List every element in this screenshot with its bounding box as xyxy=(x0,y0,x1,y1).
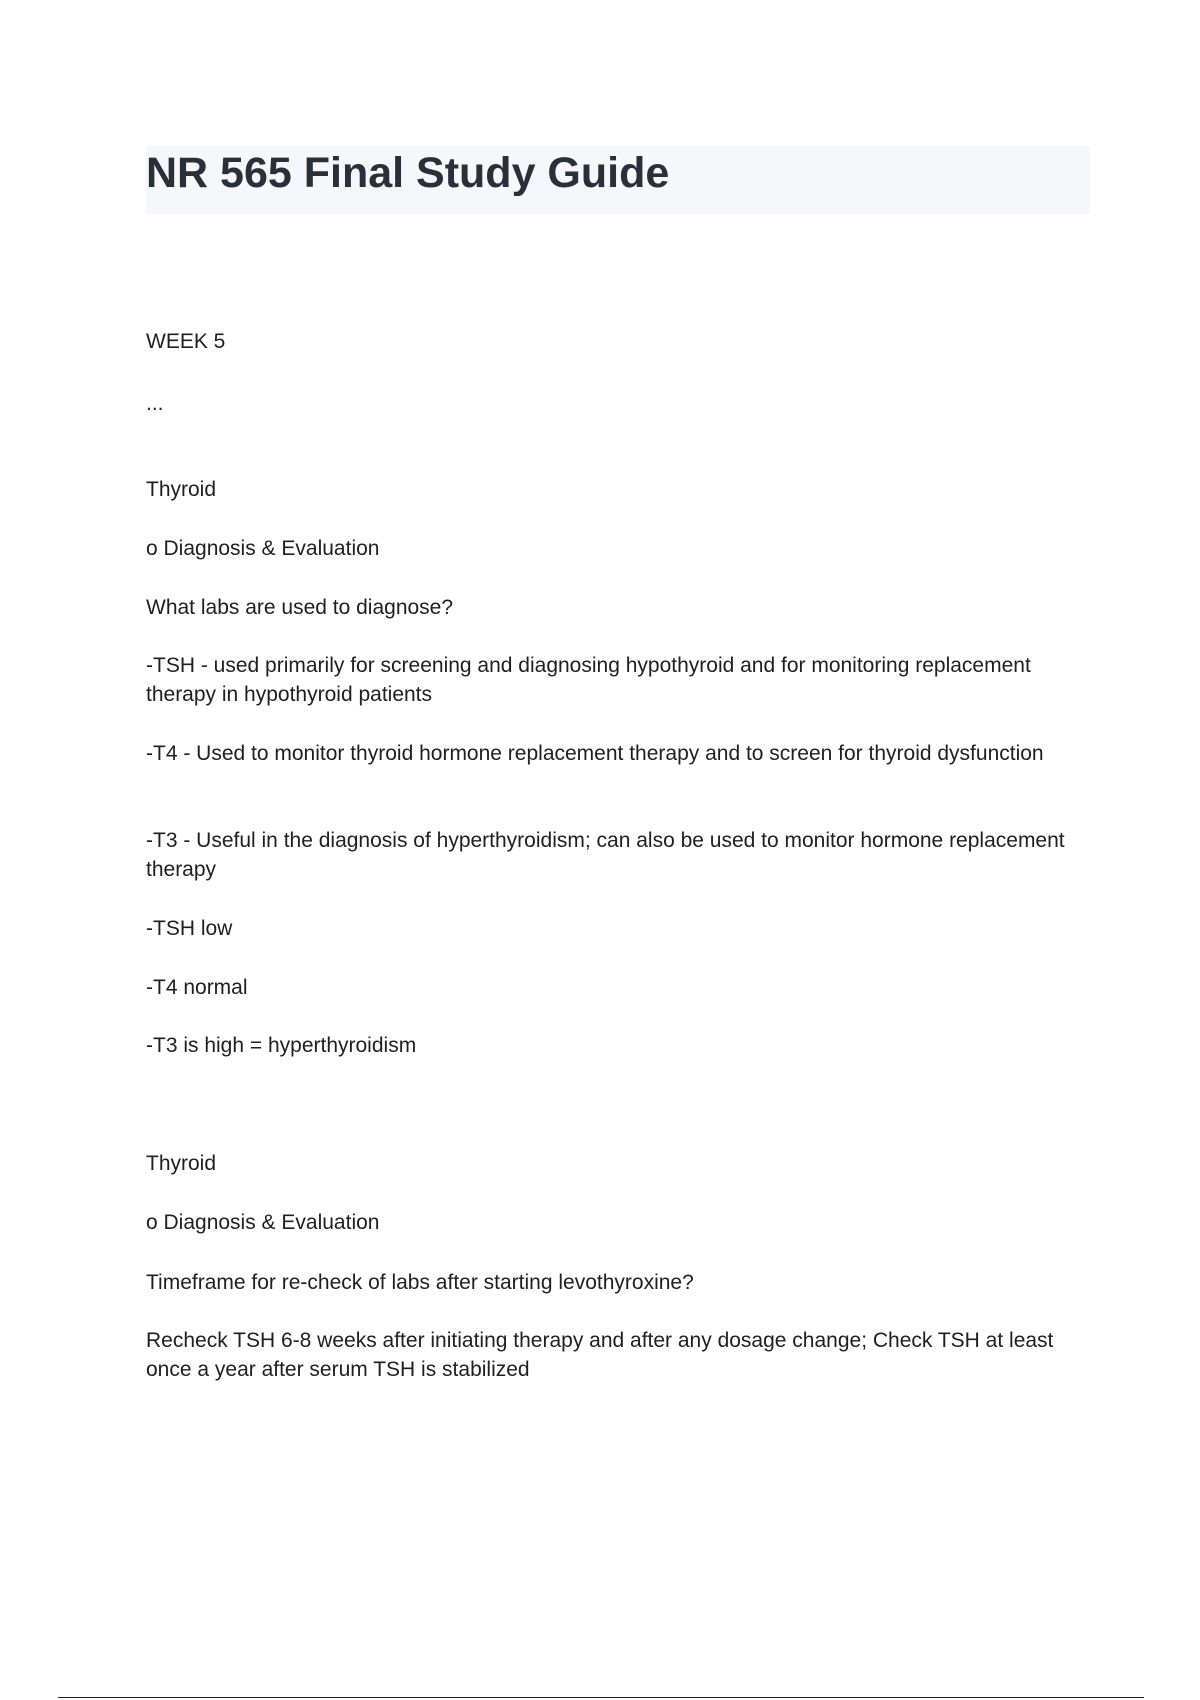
answer-paragraph: Recheck TSH 6-8 weeks after initiating therapy and after any dosage change; Check TSH at least once a year after serum TSH is stabilized xyxy=(146,1329,1054,1381)
answer-paragraph: -TSH - used primarily for screening and diagnosing hypothyroid and for monitoring replacement therapy in hypothyroid patients xyxy=(146,654,1031,706)
answer-paragraph: -T3 - Useful in the diagnosis of hyperthyroidism; can also be used to monitor hormone replacement therapy xyxy=(146,829,1065,881)
section-heading-thyroid: Thyroid xyxy=(146,1152,217,1175)
answer-paragraph: -T4 normal xyxy=(146,976,248,999)
week-heading: WEEK 5 xyxy=(146,330,226,353)
answer-paragraph: -T3 is high = hyperthyroidism xyxy=(146,1034,417,1057)
answer-paragraph: -TSH low xyxy=(146,917,233,940)
subsection-heading: o Diagnosis & Evaluation xyxy=(146,537,380,560)
ellipsis-line: ... xyxy=(146,392,164,415)
section-heading-thyroid: Thyroid xyxy=(146,478,217,501)
answer-paragraph: -T4 - Used to monitor thyroid hormone replacement therapy and to screen for thyroid dysfunction xyxy=(146,742,1044,765)
question-text: Timeframe for re-check of labs after starting levothyroxine? xyxy=(146,1271,694,1294)
page-title: NR 565 Final Study Guide xyxy=(146,149,670,197)
question-text: What labs are used to diagnose? xyxy=(146,596,454,619)
footer-rule xyxy=(58,1697,1144,1698)
subsection-heading: o Diagnosis & Evaluation xyxy=(146,1211,380,1234)
